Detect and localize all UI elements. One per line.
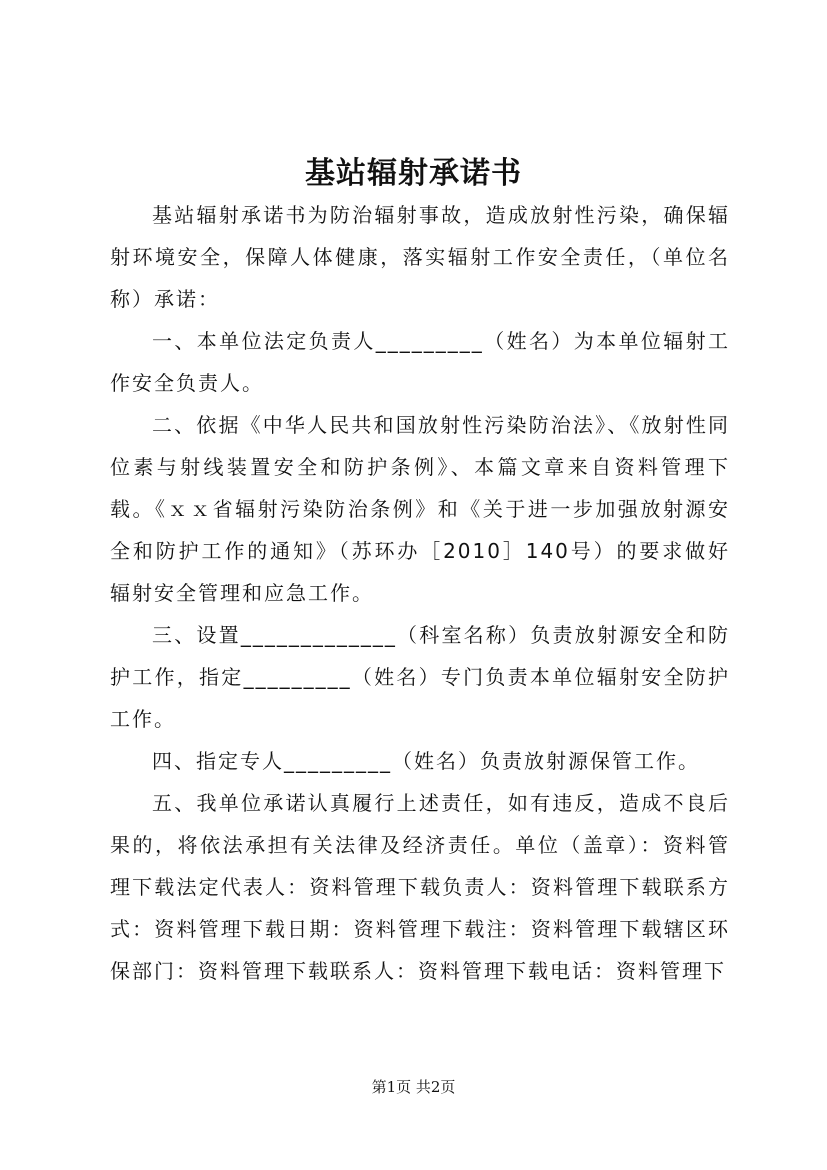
paragraph-item-5: 五、我单位承诺认真履行上述责任，如有违反，造成不良后果的，将依法承担有关法律及经济责任。单位（盖章）：资料管理下载法定代表人：资料管理下载负责人：资料管理下载联系方式：资料管理下载日期：资料管理下载注：资料管理下载辖区环保部门：资料管理下载联系人：资料管理下载电话：资料管理下: [110, 791, 730, 983]
page-title: 基站辐射承诺书: [305, 156, 522, 191]
paragraph-item-3: 三、设置_____________（科室名称）负责放射源安全和防护工作，指定_________（姓名）专门负责本单位辐射安全防护工作。: [110, 623, 730, 731]
page-number-footer: 第1页 共2页: [371, 1078, 456, 1096]
document-body: [110, 194, 730, 992]
paragraph-item-2: 二、依据《中华人民共和国放射性污染防治法》、《放射性同位素与射线装置安全和防护条例》、本篇文章来自资料管理下载。《ｘｘ省辐射污染防治条例》和《关于进一步加强放射源安全和防护工作的通知》（苏环办［2010］140号）的要求做好辐射安全管理和应急工作。: [110, 413, 730, 605]
paragraph-intro: 基站辐射承诺书为防治辐射事故，造成放射性污染，确保辐射环境安全，保障人体健康，落实辐射工作安全责任，（单位名称）承诺：: [110, 203, 730, 311]
paragraph-item-4: 四、指定专人_________（姓名）负责放射源保管工作。: [152, 749, 700, 773]
paragraph-item-1: 一、本单位法定负责人_________（姓名）为本单位辐射工作安全负责人。: [110, 329, 730, 395]
